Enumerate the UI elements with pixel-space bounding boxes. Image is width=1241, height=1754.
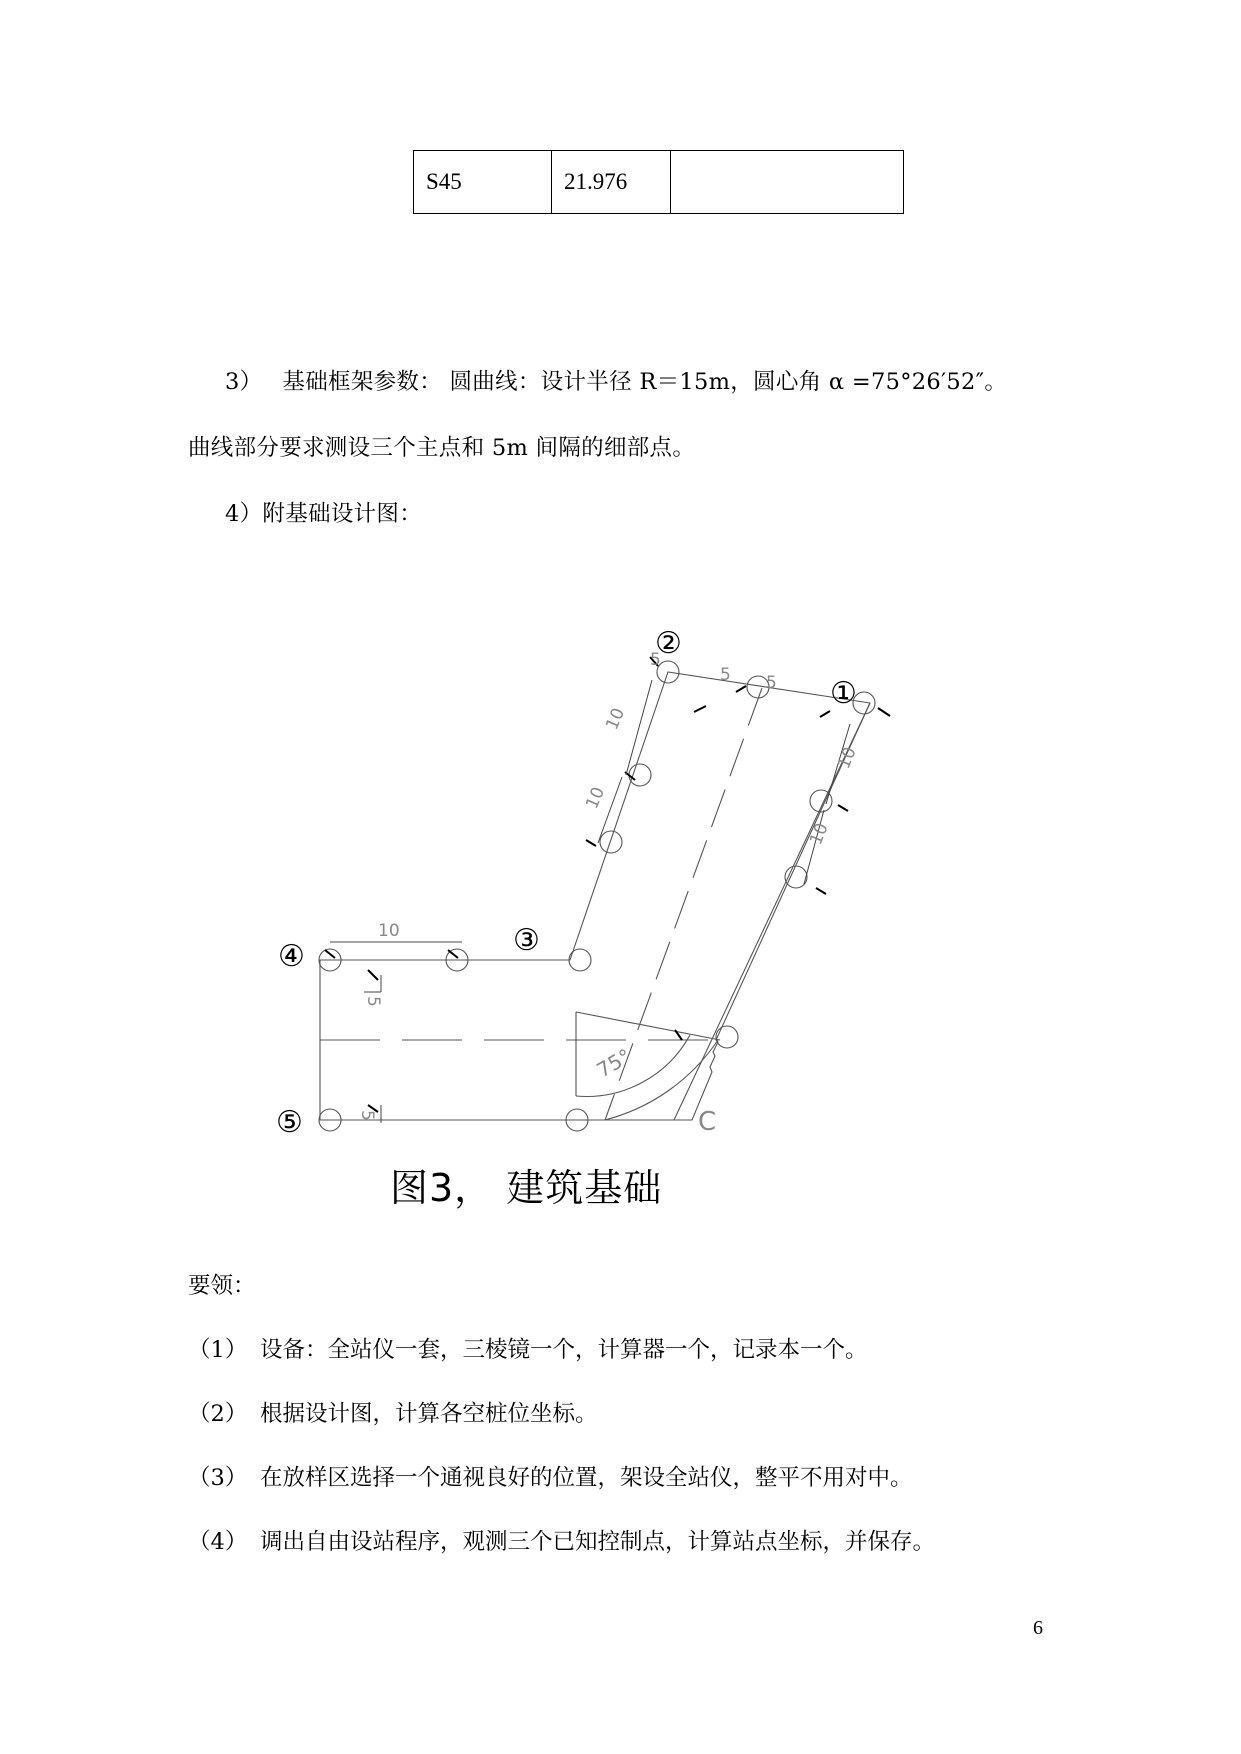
- list-item: [188, 1524, 935, 1556]
- list-item: [188, 1396, 598, 1428]
- step-number: （2）: [188, 1401, 248, 1427]
- dim-bottom-top: 10: [378, 921, 400, 941]
- paragraph-foundation-params: [225, 364, 1007, 396]
- foundation-design-figure: [250, 620, 970, 1150]
- step-number: （3）: [188, 1465, 248, 1491]
- dim-right-lower: 10: [806, 820, 833, 848]
- paragraph-number: 3）: [225, 369, 263, 395]
- list-item: [188, 1460, 913, 1492]
- dim-top-b: 5: [766, 673, 777, 693]
- point-label-5: ⑤: [276, 1105, 303, 1140]
- table-cell-value: 21.976: [552, 151, 671, 214]
- step-text: 调出自由设站程序，观测三个已知控制点，计算站点坐标，并保存。: [260, 1529, 936, 1555]
- table-cell-id: S45: [414, 151, 552, 214]
- table-row: [414, 151, 904, 214]
- dim-angle: 75°: [592, 1043, 636, 1083]
- corner-label: C: [698, 1107, 717, 1137]
- dim-left-side-lower: 5: [357, 1110, 377, 1121]
- step-text: 根据设计图，计算各空桩位坐标。: [260, 1401, 598, 1427]
- dim-left-upper: 10: [602, 705, 630, 733]
- step-number: （1）: [188, 1337, 248, 1363]
- dim-top-a: 5: [650, 650, 661, 670]
- key-points-heading: 要领：: [188, 1273, 256, 1299]
- figure-caption: 图3， 建筑基础: [390, 1166, 663, 1210]
- list-item: [188, 1332, 868, 1364]
- dim-top-a2: 5: [720, 665, 731, 685]
- paragraph-text: 基础框架参数： 圆曲线：设计半径 R＝15m，圆心角 α =75°26′52″。: [282, 369, 1008, 395]
- page-number: 6: [1033, 1617, 1043, 1639]
- dim-left-side-upper: 5: [363, 996, 383, 1007]
- point-label-3: ③: [513, 923, 540, 958]
- dim-right-upper: 10: [834, 744, 861, 772]
- point-label-2: ②: [655, 626, 682, 661]
- dim-left-lower: 10: [582, 784, 610, 812]
- step-text: 在放样区选择一个通视良好的位置，架设全站仪，整平不用对中。: [260, 1465, 913, 1491]
- step-text: 设备：全站仪一套，三棱镜一个，计算器一个，记录本一个。: [260, 1337, 868, 1363]
- table-cell-empty: [671, 151, 904, 214]
- data-table: [413, 150, 904, 214]
- point-label-1: ①: [830, 676, 857, 711]
- paragraph-curve-requirement: 曲线部分要求测设三个主点和 5m 间隔的细部点。: [188, 435, 696, 461]
- point-label-4: ④: [278, 939, 305, 974]
- step-number: （4）: [188, 1529, 248, 1555]
- paragraph-figure-intro: 4）附基础设计图：: [225, 501, 423, 527]
